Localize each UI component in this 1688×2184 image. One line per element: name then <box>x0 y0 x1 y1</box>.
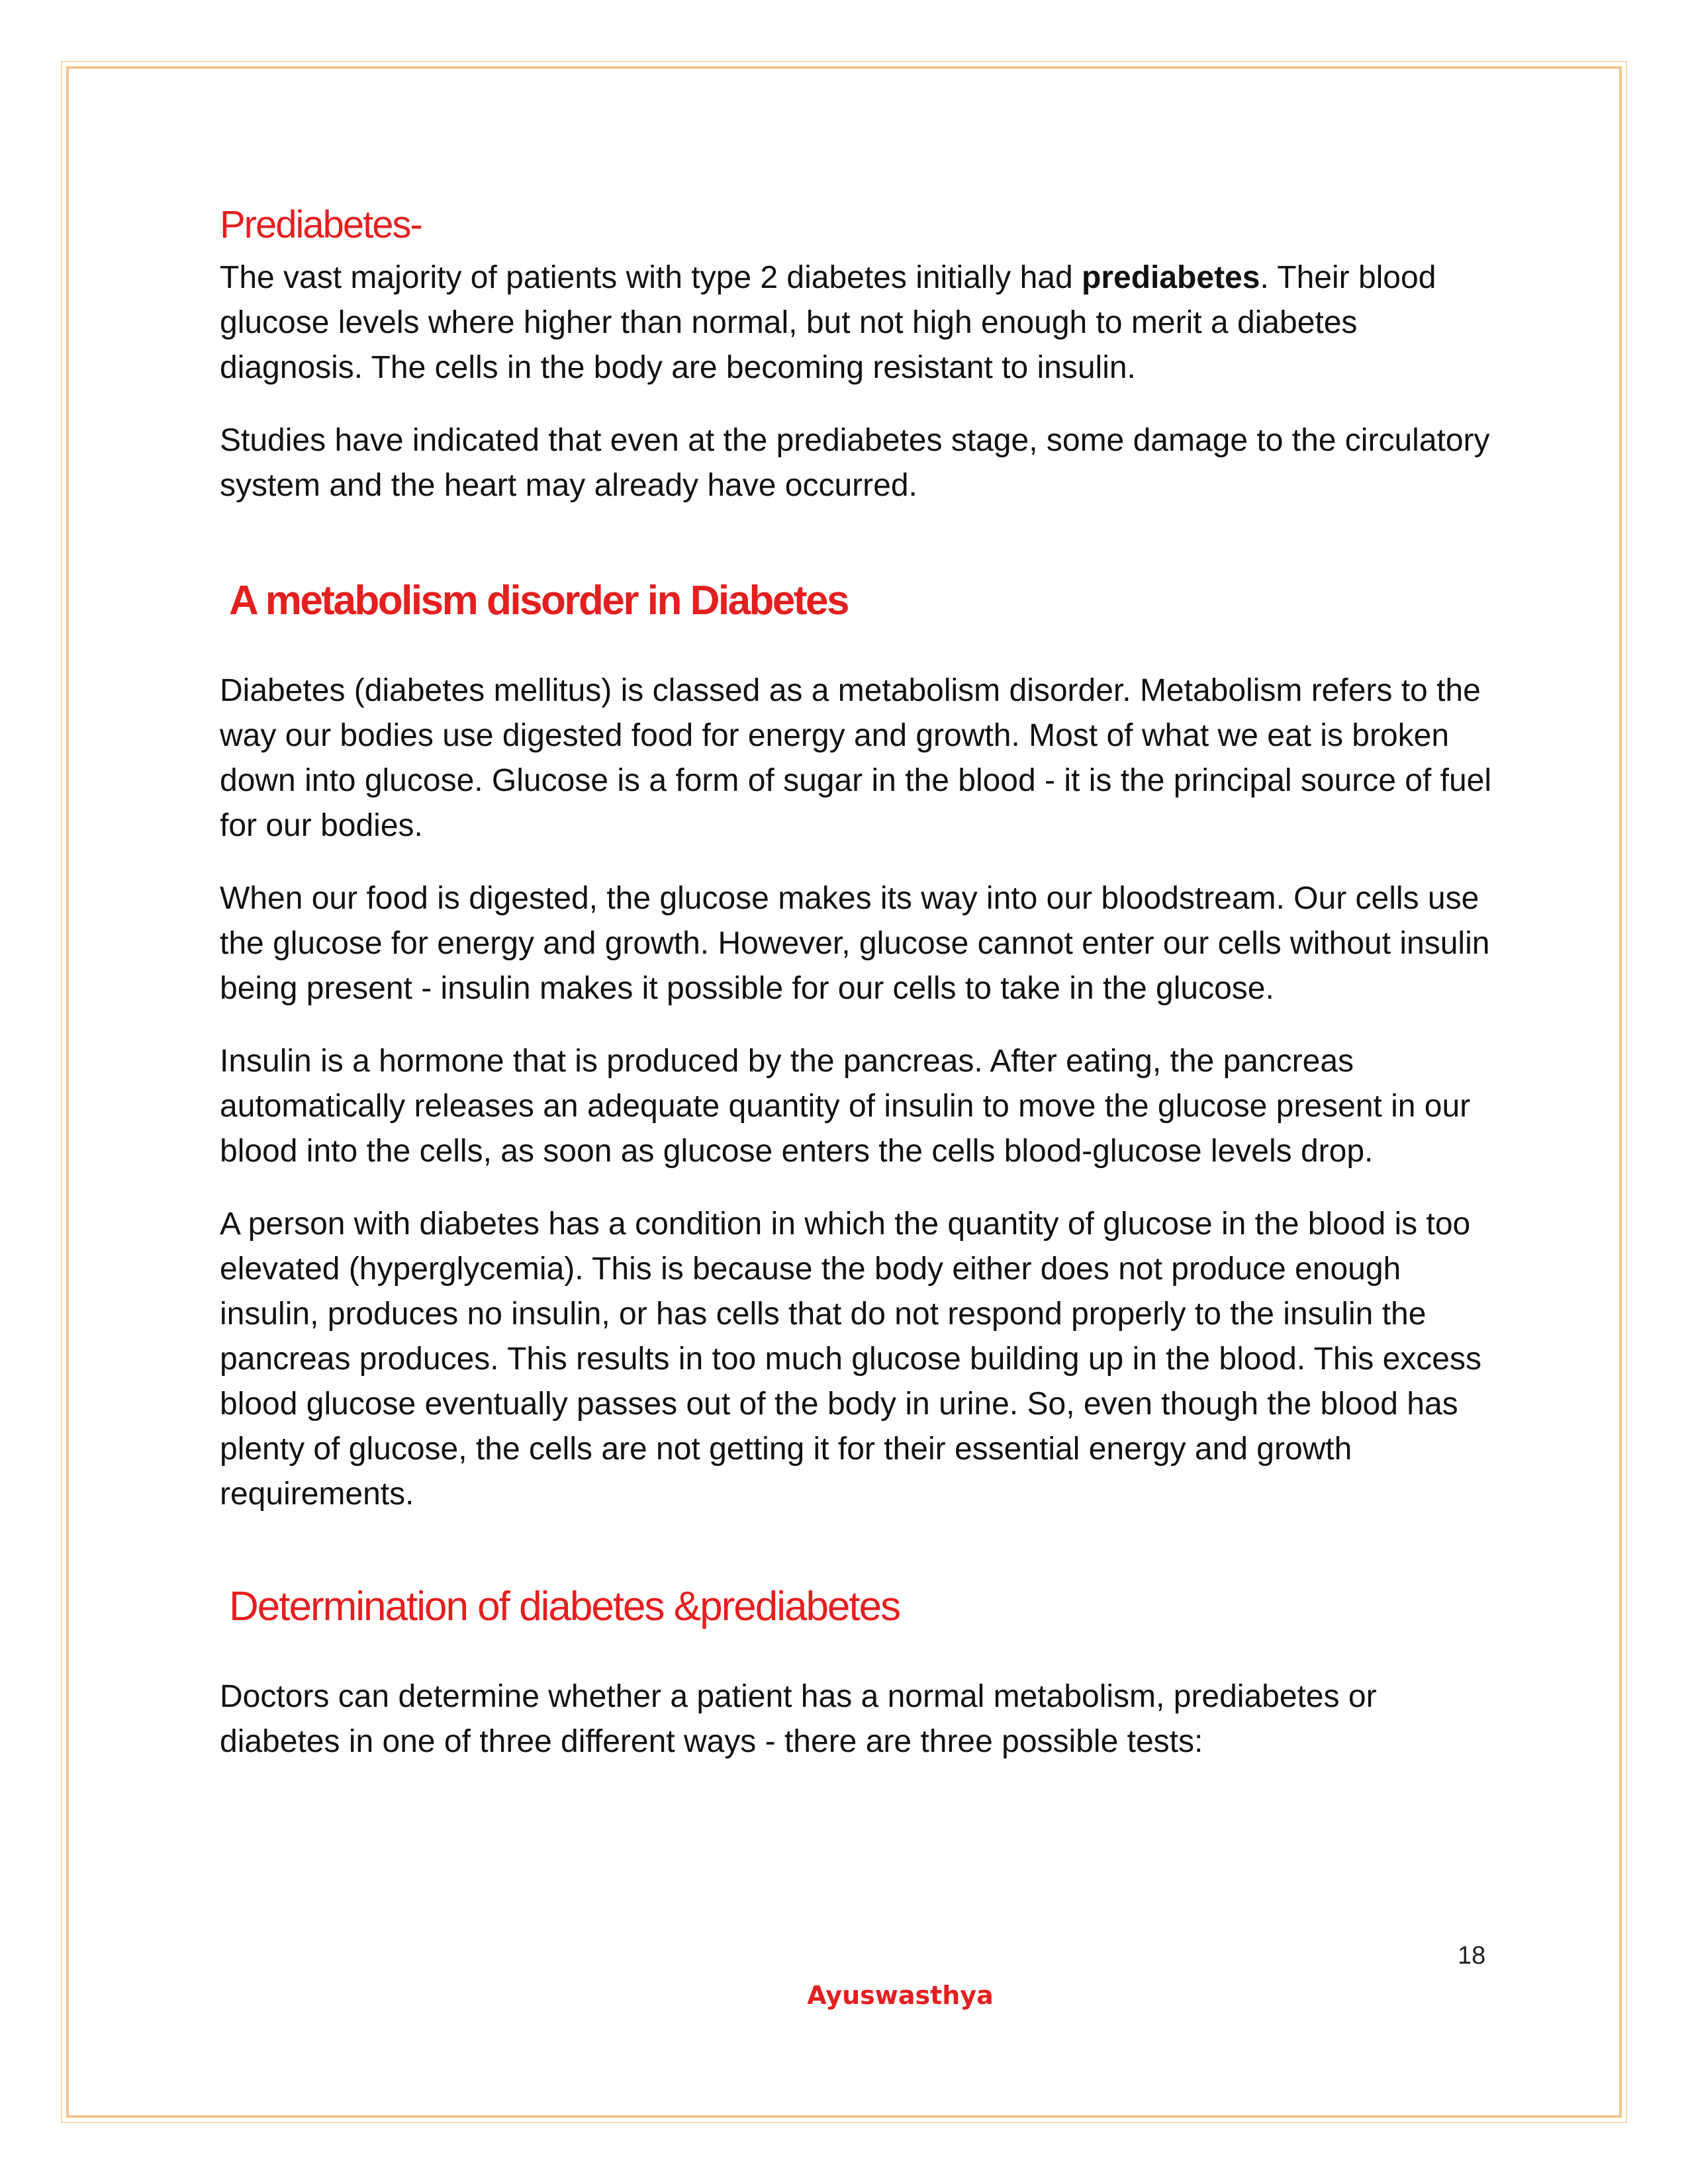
footer-brand: Ayuswasthya <box>807 1981 994 2010</box>
paragraph-metabolism-1: Diabetes (diabetes mellitus) is classed as a metabolism disorder. Metabolism refers to the way our bodies use digested food for energy and growth. Most of what we eat is broken down into glucose. Glucose is a form of sugar in the blood - it is the principal source of fuel for our bodies. <box>220 673 1492 843</box>
bold-term-prediabetes: prediabetes <box>1082 260 1260 295</box>
document-body <box>220 199 1497 1792</box>
paragraph-metabolism-2: When our food is digested, the glucose makes its way into our bloodstream. Our cells use the glucose for energy and growth. However, glucose cannot enter our cells without insulin being present - insulin makes it possible for our cells to take in the glucose. <box>220 881 1490 1006</box>
text-run: . Their blood glucose levels where higher than normal, but not high enough to merit a diabetes diagnosis. The cells in the body are becoming resistant to insulin. <box>220 260 1436 385</box>
text-run: The vast majority of patients with type 2 diabetes initially had <box>220 260 1082 295</box>
paragraph-determination-1: Doctors can determine whether a patient has a normal metabolism, prediabetes or diabetes in one of three different ways - there are three possible tests: <box>220 1679 1377 1759</box>
paragraph-prediabetes-2: Studies have indicated that even at the prediabetes stage, some damage to the circulatory system and the heart may already have occurred. <box>220 423 1490 503</box>
heading-prediabetes: Prediabetes- <box>220 203 422 246</box>
paragraph-prediabetes-1 <box>220 255 1497 390</box>
paragraph-metabolism-3: Insulin is a hormone that is produced by the pancreas. After eating, the pancreas automatically releases an adequate quantity of insulin to move the glucose present in our blood into the cells, as soon as glucose enters the cells blood-glucose levels drop. <box>220 1044 1471 1169</box>
heading-metabolism-disorder: A metabolism disorder in Diabetes <box>229 578 849 623</box>
heading-determination: Determination of diabetes &prediabetes <box>229 1584 900 1629</box>
paragraph-metabolism-4: A person with diabetes has a condition in which the quantity of glucose in the blood is too elevated (hyperglycemia). This is because the body either does not produce enough insulin, produces no insulin, or has cells that do not respond properly to the insulin the pancreas produces. This results in too much glucose building up in the blood. This excess blood glucose eventually passes out of the body in urine. So, even though the blood has plenty of glucose, the cells are not getting it for their essential energy and growth requirements. <box>220 1206 1481 1512</box>
page-number: 18 <box>1458 1942 1486 1970</box>
